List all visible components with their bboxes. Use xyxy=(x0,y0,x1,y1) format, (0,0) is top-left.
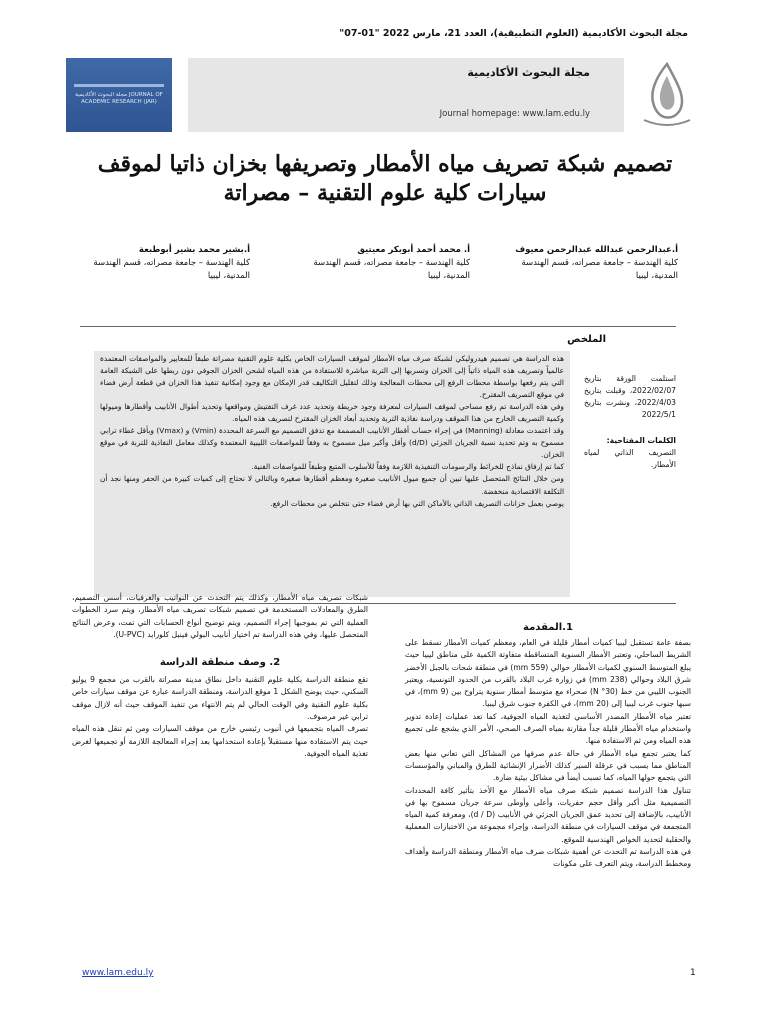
abstract-title: الملخص xyxy=(567,334,606,345)
author-name: أ.بشير محمد بشير أبوطبعة xyxy=(138,245,250,255)
author-1 xyxy=(500,244,678,283)
journal-cover-image xyxy=(66,58,172,132)
article-info xyxy=(584,373,676,485)
journal-banner xyxy=(64,58,704,134)
continued-text xyxy=(72,592,368,641)
abstract-paragraph: كما تم إرفاق نماذج للخرائط والرسومات التنفيذية اللازمة وفقاً للأسلوب المتبع وطبقاً للمواصفات الفنية. xyxy=(251,462,564,472)
body-paragraph: تعتبر مياه الأمطار المصدر الأساسي لتغذية المياه الجوفية، كما تعد عمليات إعادة تدوير واستخدام مياه الأمطار قليلة جداً مقارنة بمياه الصرف الصحي، الأمر الذي يشجع على تجميع هذه المياه ومن ثم الاستفادة منها. xyxy=(405,711,691,746)
body-paragraph: تصرف المياه بتجميعها في أنبوب رئيسي خارج من موقف السيارات ومن ثم تنقل هذه المياه حيث يتم الاستفادة منها مستقبلاً بإعادة استخدامها بعد إجراء المعالجة اللازمة أو تجميعها لغرض تغذية المياه الجوفية. xyxy=(72,724,368,758)
abstract-paragraph: وقد اعتمدت معادلة (Manning) في إجراء حساب أقطار الأنابيب المصممة مع تدفق التصميم مع السرعة المحددة (Vmin) و (Vmax) وبأقل غطاء ترابي مسموح به وتم تحديد نسبة الجريان الجزئي (d/D) وأقل وأكبر ميل مسموح به وفقاً للمواصفات الليبية المعتمدة وكذلك معامل النفاذية للتربة في موقع الخزان. xyxy=(100,426,564,460)
paper-title: تصميم شبكة تصريف مياه الأمطار وتصريفها بخزان ذاتيا لموقف سيارات كلية علوم التقنية – مصراتة xyxy=(97,151,673,206)
abstract-section xyxy=(80,326,676,604)
author-affiliation: كلية الهندسة – جامعة مصراته، قسم الهندسة المدنية، ليبيا xyxy=(93,258,250,281)
journal-homepage: Journal homepage: www.lam.edu.ly xyxy=(439,109,590,119)
journal-logo-icon xyxy=(634,58,700,132)
author-name: أ.عبدالرحمن عبدالله عبدالرحمن معيوف xyxy=(515,245,678,255)
abstract-paragraph: وفي هذه الدراسة تم رفع مساحي لموقف السيارات لمعرفة وجود خريطة وتحديد عدد غرف التفتيش ومواقعها وتحديد أطوال الأنابيب وأقطارها وميولها وكمية التصريف الخارج من هذا الموقف ودراسة نفاذية التربة وتحديد أبعاد الخزان المقترح لتصريف هذه المياه. xyxy=(100,402,564,424)
introduction-text xyxy=(405,637,691,871)
body-paragraph: في هذه الدراسة تم التحدث عن أهمية شبكات صرف مياه الأمطار ومنطقة الدراسة وأهداف ومخطط الدراسة، ويتم التعرف على مكونات xyxy=(405,847,691,869)
abstract-paragraph: هذه الدراسة هي تصميم هيدروليكي لشبكة صرف مياه الأمطار لموقف السيارات الخاص بكلية علوم التقنية مصراتة طبقاً للمعايير والمواصفات المعتمدة عالمياً وتصريف هذه المياه ذاتياً إلى الخزان وتسربها إلى التربة مباشرة للاستفادة من هذه المياه لشحن الخزان الجوفي دون ربطها على الشبكة العامة التي يتم رفعها بواسطة محطات الرفع إلى محطات المعالجة وذلك لتقليل التكاليف قدر الإمكان مع وجود إمكانية تنفيذ هذا الخزان في قطعة أرض فضاء في موقع التصريف المقترح. xyxy=(100,354,564,400)
running-header: مجلة البحوث الأكاديمية (العلوم التطبيقية)، العدد 21، مارس 2022 "01-07" xyxy=(339,28,688,39)
page-number: 1 xyxy=(690,968,696,978)
abstract-paragraph: يوصي بعمل خزانات التصريف الذاتي بالأماكن التي بها أرض فضاء حتى نتخلص من محطات الرفع. xyxy=(270,498,564,508)
section-heading-introduction: 1.المقدمة xyxy=(523,622,573,633)
abstract-paragraph: ومن خلال النتائج المتحصل عليها تبين أن جميع ميول الأنابيب صغيرة ومعظم أقطارها صغيرة وبالتالي لا نحتاج إلى كميات كبيرة من الحفر ومنها نجد أن التكلفة الاقتصادية منخفضة. xyxy=(100,474,564,496)
author-affiliation: كلية الهندسة – جامعة مصراته، قسم الهندسة المدنية، ليبيا xyxy=(521,258,678,281)
author-name: أ. محمد أحمد أبوبكر معيتيق xyxy=(357,245,470,255)
body-paragraph: تقع منطقة الدراسة بكلية علوم التقنية داخل نطاق مدينة مصراتة بالقرب من مجمع 9 يوليو السكني، حيث يوضح الشكل 1 موقع الدراسة، ومنطقة الدراسة عبارة عن موقف سيارات خاص بكلية علوم التقنية وفي الوقت الحالي لم يتم الانتهاء من تنفيذ الموقف حيث أنه لازال موقف ترابي غير مرصوف. xyxy=(72,675,369,722)
study-area-text xyxy=(72,674,368,760)
section-heading-study-area: 2. وصف منطقة الدراسة xyxy=(159,657,281,669)
keywords-label: الكلمات المفتاحية: xyxy=(606,436,676,445)
keywords: التصريف الذاتي لمياه الأمطار. xyxy=(584,448,676,469)
author-2 xyxy=(300,244,470,283)
author-affiliation: كلية الهندسة – جامعة مصراته، قسم الهندسة المدنية، ليبيا xyxy=(313,258,470,281)
footer-website-link[interactable]: www.lam.edu.ly xyxy=(82,968,154,978)
body-paragraph: بصفة عامة تستقبل ليبيا كميات أمطار قليلة في العام، ومعظم كميات الأمطار تسقط على الشريط الساحلي، وتعتبر الأمطار السنوية المتساقطة متفاوتة الكمية على مناطق ليبيا حيث يبلغ المتوسط السنوي لكميات الأمطار حوالي (559 mm) في منطقة شحات بالجبل الأخضر شرق البلاد وحوالي (238 mm) في زوارة غرب البلاد بالقرب من الحدود التونسية، ويعتبر الجنوب الليبي من خط (30° N) صحراء مع متوسط أمطار سنوية يتراوح بين (9 mm)، في سبها جنوب غرب ليبيا إلى (20 mm)، في الكفرة جنوب شرق ليبيا. xyxy=(405,638,692,709)
body-paragraph: شبكات تصريف مياه الأمطار، وكذلك يتم التحدث عن النواتيب والغرفيات، أسس التصميم، الطرق والمعادلات المستخدمة في تصميم شبكات تصريف مياه الأمطار، ويتم سرد الخطوات العملية التي تم بموجبها إجراء التصميم، ويتم توضيح أنواع الحسابات التي تمت، وعرض النتائج المتحصل عليها، وفي هذه الدراسة تم اختيار أنابيب البولي فينيل كلورايد (U-PVC). xyxy=(72,593,368,639)
article-dates: استلمت الورقة بتاريخ 2022/02/07، وقبلت بتاريخ 2022/4/03، ونشرت بتاريخ 2022/5/1 xyxy=(584,374,676,419)
body-paragraph: تتناول هذا الدراسة تصميم شبكة صرف مياه الأمطار مع الأخذ بتأثير كافة المحددات التصميمية مثل أكبر وأقل حجم حفريات، وأعلى وأوطى سرعة جريان مسموح بها في الأنابيب، بالإضافة إلى تحديد عمق الجريان الجزئي في الأنابيب (d / D)، ومعرفة كمية المياه المتجمعة في موقف السيارات في منطقة الدراسة، وإجراء مجموعة من الاختبارات المعملية والحقلية لتحديد الخواص الهندسية للموقع. xyxy=(405,785,691,844)
right-column xyxy=(405,622,691,871)
left-column xyxy=(72,592,368,760)
abstract-body xyxy=(94,351,570,597)
author-3 xyxy=(82,244,250,283)
body-paragraph: كما يعتبر تجمع مياه الأمطار في حالة عدم صرفها من المشاكل التي تعاني منها بعض المناطق مما يسبب في عرقلة السير كذلك الأضرار الإنشائية للطرق والمباني والمؤسسات التي يتجمع حولها المياه، كما تسبب أيضاً في مشاكل بيئية ضارة. xyxy=(405,748,691,783)
banner-box xyxy=(188,58,624,132)
journal-name: مجلة البحوث الأكاديمية xyxy=(467,66,590,79)
cover-text: مجلة البحوث الأكاديمية JOURNAL OF ACADEMIC RESEARCH (JAR) xyxy=(75,92,163,106)
